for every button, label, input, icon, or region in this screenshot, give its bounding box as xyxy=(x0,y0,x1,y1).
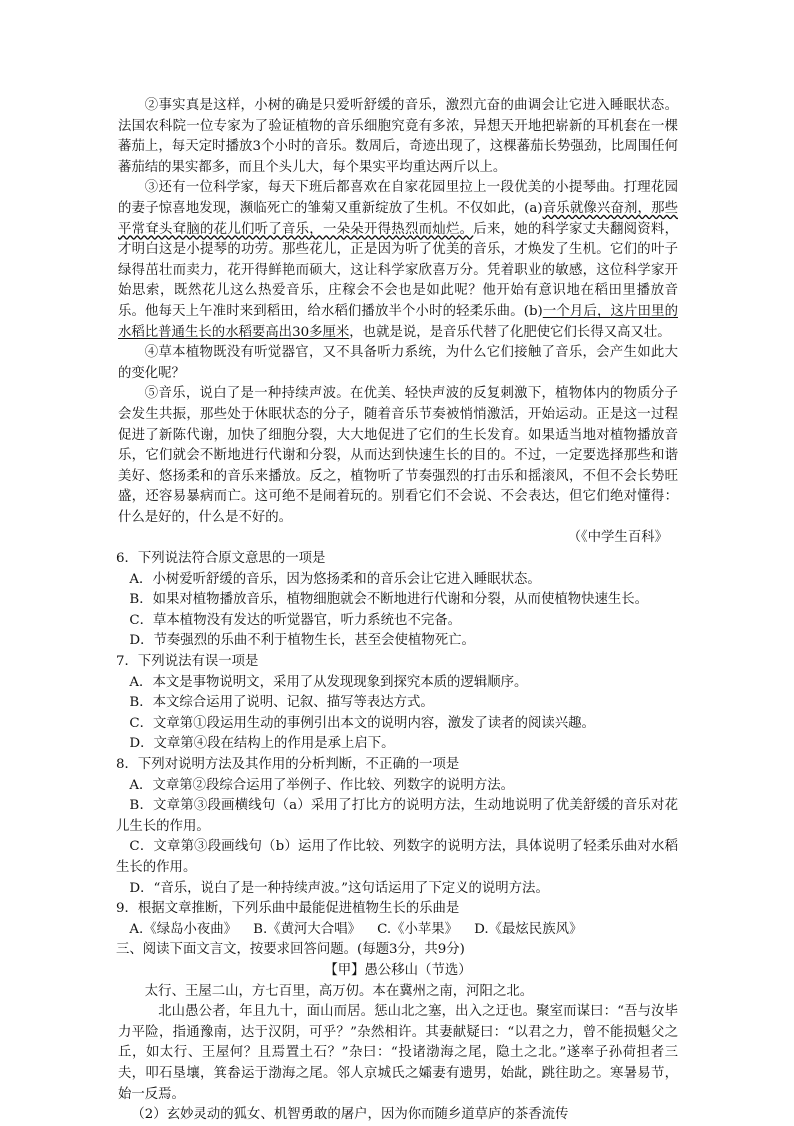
question-8-option-b: B．文章第③段画横线句（a）采用了打比方的说明方法，生动地说明了优美舒缓的音乐对花儿生长的作用。 xyxy=(116,798,678,834)
article-paragraph-2: ②事实真是这样，小树的确是只爱听舒缓的音乐，激烈亢奋的曲调会让它进入睡眠状态。法国农科院一位专家为了验证植物的音乐细胞究竟有多浓，异想天开地把崭新的耳机套在一棵蕃茄上，每天定时播放3个小时的音乐。数周后，奇迹出现了，这棵蕃茄长势强劲，比周围任何蕃茄结的果实都多，而且个头儿大，每个果实平均重达两斤以上。 xyxy=(118,98,678,175)
question-9-stem: 9．根据文章推断，下列乐曲中最能促进植物生长的乐曲是 xyxy=(116,901,460,917)
question-6 xyxy=(116,549,678,652)
question-7-option-c: C．文章第①段运用生动的事例引出本文的说明内容，激发了读者的阅读兴趣。 xyxy=(129,715,595,731)
classical-text-paragraph-1: 太行、王屋二山，方七百里，高万仞。本在冀州之南，河阳之北。 xyxy=(144,983,534,999)
question-6-option-b: B．如果对植物播放音乐，植物细胞就会不断地进行代谢和分裂，从而使植物快速生长。 xyxy=(129,592,649,608)
question-7-option-d: D．文章第④段在结构上的作用是承上启下。 xyxy=(129,736,395,752)
section-3-heading: 三、阅读下面文言文，按要求回答问题。(每题3分，共9分) xyxy=(116,942,465,958)
question-6-option-d: D．节奏强烈的乐曲不利于植物生长，甚至会使植物死亡。 xyxy=(129,633,475,649)
article-paragraph-4: ④草本植物既没有听觉器官，又不具备听力系统，为什么它们接触了音乐，会产生如此大的变化呢？ xyxy=(118,345,678,381)
document-page xyxy=(118,96,678,1126)
classical-text-title: 【甲】愚公移山（节选） xyxy=(324,962,472,978)
article-paragraph-5: ⑤音乐，说白了是一种持续声波。在优美、轻快声波的反复刺激下，植物体内的物质分子会发生共振，那些处于休眠状态的分子，随着音乐节奏被悄悄激活，开始运动。正是这一过程促进了新陈代谢，加快了细胞分裂，大大地促进了它们的生长发育。如果适当地对植物播放音乐，它们就会不断地进行代谢和分裂，从而达到快速生长的目的。不过，一定要选择那些和谐美好、悠扬柔和的音乐来播放。反之，植物听了节奏强烈的打击乐和摇滚风，不但不会长势旺盛，还容易暴病而亡。这可绝不是闹着玩的。别看它们不会说、不会表达，但它们绝对懂得：什么是好的，什么是不好的。 xyxy=(118,386,678,525)
question-9 xyxy=(116,899,678,940)
question-6-stem: 6．下列说法符合原文意思的一项是 xyxy=(116,551,326,567)
underlined-sentence-b: 一个月后，这片田里的水稻比普通生长的水稻要高出30多厘米 xyxy=(118,303,678,340)
underlined-sentence-a: 音乐就像兴奋剂，那些平常耷头耷脑的花儿们听了音乐，一朵朵开得热烈而灿烂。 xyxy=(118,200,678,237)
question-6-option-a: A．小树爱听舒缓的音乐，因为悠扬柔和的音乐会让它进入睡眠状态。 xyxy=(129,571,541,587)
question-7 xyxy=(116,652,678,755)
question-7-stem: 7．下列说法有误一项是 xyxy=(116,654,259,670)
question-9-option-a: A.《绿岛小夜曲》 xyxy=(129,921,238,937)
paragraph-3-part-a: ③还有一位科学家，每天下班后都喜欢在自家花园里拉上一段优美的小提琴曲。打理花园的妻子惊喜地发现，濒临死亡的雏菊又重新绽放了生机。不仅如此，(a) xyxy=(118,180,678,216)
question-9-options xyxy=(116,920,678,941)
article-paragraph-3 xyxy=(118,178,678,343)
question-9-option-b: B.《黄河大合唱》 xyxy=(253,921,361,937)
question-8-stem: 8．下列对说明方法及其作用的分析判断，不正确的一项是 xyxy=(116,757,460,772)
question-8-option-a: A．文章第②段综合运用了举例子、作比较、列数字的说明方法。 xyxy=(129,777,514,793)
paragraph-3-part-c: ，也就是说，是音乐代替了化肥使它们长得又高又壮。 xyxy=(349,324,671,340)
classical-text-paragraph-2: 北山愚公者，年且九十，面山而居。惩山北之塞，出入之迂也。聚室而谋曰：“吾与汝毕力平险，指通豫南，达于汉阴，可乎？”杂然相许。其妻献疑曰：“以君之力，曾不能损魁父之丘，如太行、王屋何？且焉置土石？”杂曰：“投诸渤海之尾，隐土之北。”遂率子孙荷担者三夫，叩石垦壤，箕畚运于渤海之尾。邻人京城氏之孀妻有遗男，始龀，跳往助之。寒暑易节，始一反焉。 xyxy=(118,1004,678,1102)
question-8-option-d: D．“音乐，说白了是一种持续声波。”这句话运用了下定义的说明方法。 xyxy=(129,880,549,896)
question-8 xyxy=(116,755,678,899)
article-source: （《中学生百科》 xyxy=(567,530,668,546)
question-7-option-a: A．本文是事物说明文，采用了从发现现象到探究本质的逻辑顺序。 xyxy=(129,674,528,690)
paragraph-3-part-b: 后来，她的科学家丈夫翻阅资料，才明白这是小提琴的功劳。那些花儿，正是因为听了优美的音乐，才焕发了生机。它们的叶子绿得茁壮而卖力，花开得鲜艳而硕大，这让科学家欣喜万分。凭着职业的敏感，这位科学家开始思索，既然花儿这么热爱音乐，庄稼会不会也是如此呢？他开始有意识地在稻田里播放音乐。他每天上午准时来到稻田，给水稻们播放半个小时的轻柔乐曲。(b) xyxy=(118,221,678,319)
question-6-option-c: C．草本植物没有发达的听觉器官，听力系统也不完备。 xyxy=(129,612,462,628)
question-7-option-b: B．本文综合运用了说明、记叙、描写等表达方式。 xyxy=(129,695,434,711)
question-9-option-c: C.《小苹果》 xyxy=(377,921,459,937)
question-9-option-d: D.《最炫民族风》 xyxy=(474,921,583,937)
question-2-fragment: （2）玄妙灵动的狐女、机智勇敢的屠户，因为你而随乡道草庐的茶香流传 xyxy=(131,1107,569,1123)
question-8-option-c: C．文章第③段画线句（b）运用了作比较、列数字的说明方法，具体说明了轻柔乐曲对水稻生长的作用。 xyxy=(116,839,678,875)
